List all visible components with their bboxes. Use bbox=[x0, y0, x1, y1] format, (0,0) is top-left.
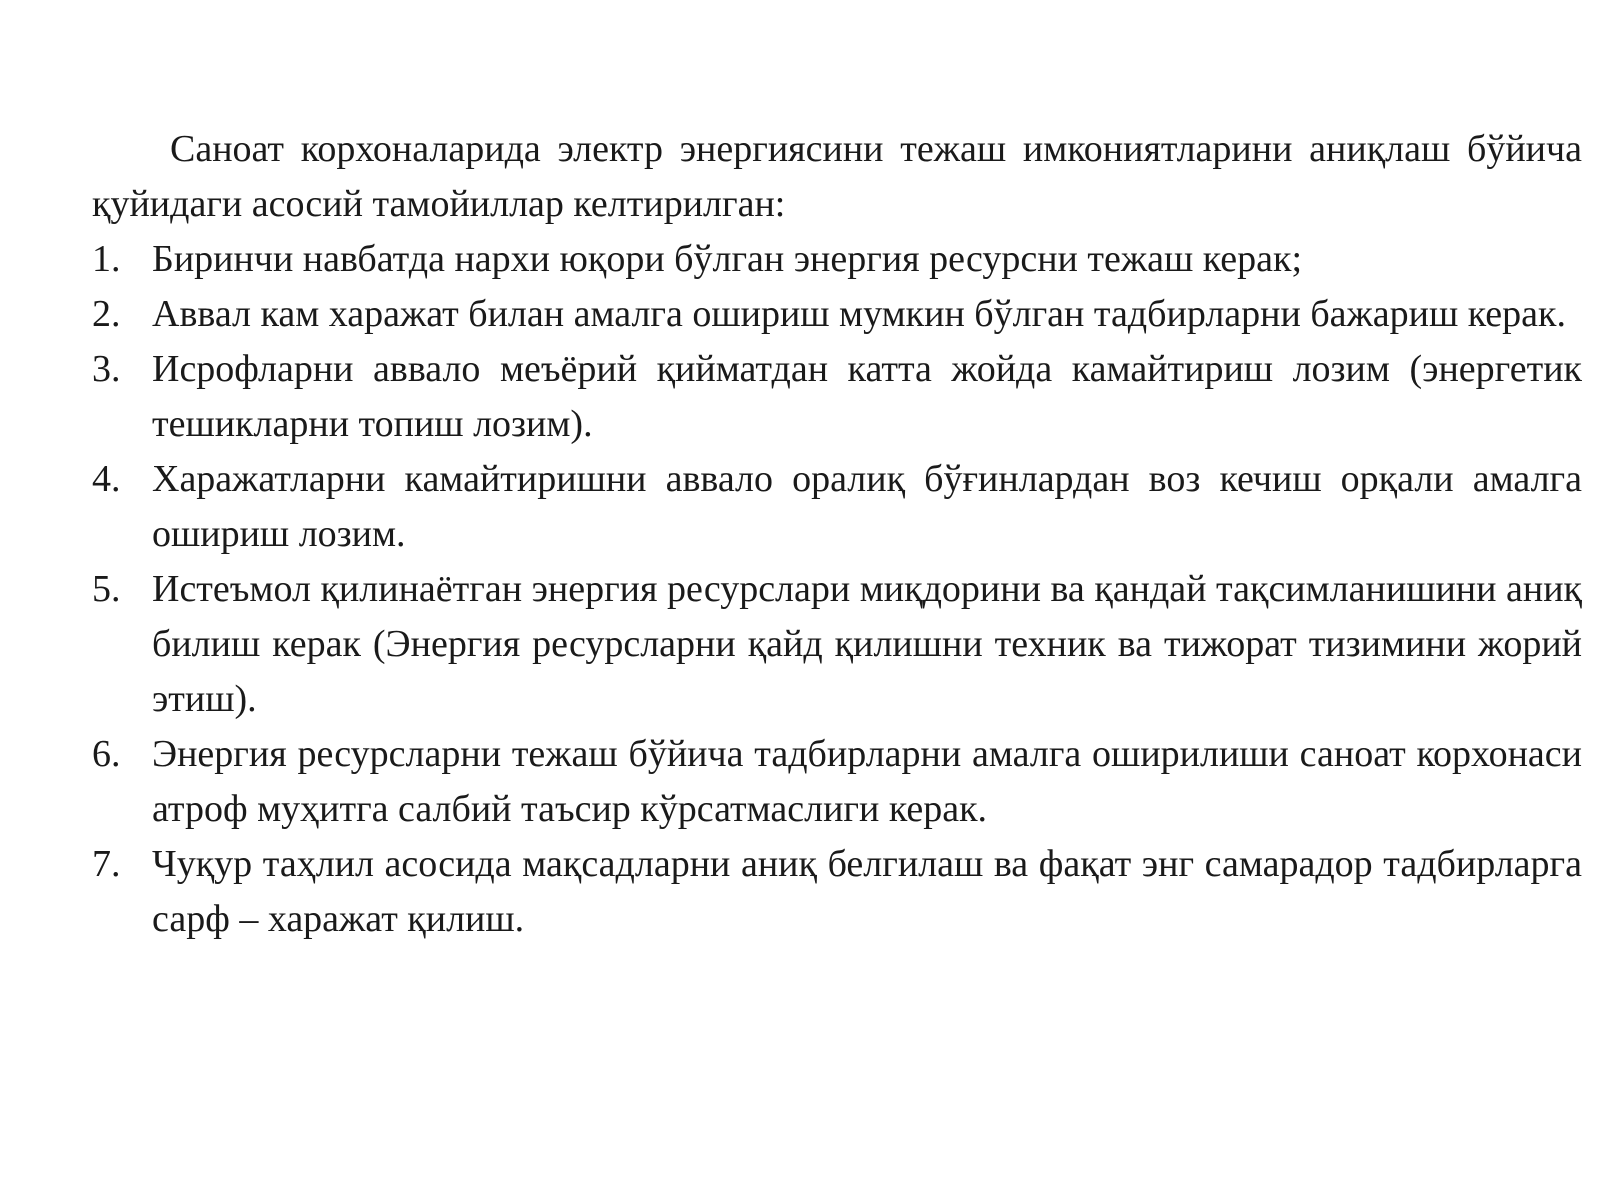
document-page bbox=[92, 122, 1582, 947]
list-item-number: 7. bbox=[92, 843, 121, 885]
list-item-number: 6. bbox=[92, 733, 121, 775]
list-item-text: Истеъмол қилинаётган энергия ресурслари миқдорини ва қандай тақсимланишини аниқ билиш керак (Энергия ресурсларни қайд қилишни техник ва тижорат тизимини жорий этиш). bbox=[152, 568, 1582, 720]
list-item-text: Исрофларни аввало меъёрий қийматдан катта жойда камайтириш лозим (энергетик тешикларни топиш лозим). bbox=[152, 348, 1582, 445]
list-item-number: 1. bbox=[92, 238, 121, 280]
list-item-text: Биринчи навбатда нархи юқори бўлган энергия ресурсни тежаш керак; bbox=[152, 238, 1303, 280]
list-item-number: 4. bbox=[92, 458, 121, 500]
list-item-number: 3. bbox=[92, 348, 121, 390]
principles-list bbox=[92, 232, 1582, 947]
list-item-text: Харажатларни камайтиришни аввало оралиқ бўғинлардан воз кечиш орқали амалга ошириш лозим. bbox=[152, 458, 1582, 555]
list-item bbox=[92, 452, 1582, 562]
list-item bbox=[92, 727, 1582, 837]
list-item-text: Энергия ресурсларни тежаш бўйича тадбирларни амалга оширилиши саноат корхонаси атроф муҳитга салбий таъсир кўрсатмаслиги керак. bbox=[152, 733, 1582, 830]
list-item bbox=[92, 342, 1582, 452]
list-item-text: Аввал кам харажат билан амалга ошириш мумкин бўлган тадбирларни бажариш керак. bbox=[152, 293, 1566, 335]
list-item-text: Чуқур таҳлил асосида мақсадларни аниқ белгилаш ва фақат энг самарадор тадбирларга сарф – харажат қилиш. bbox=[152, 843, 1582, 940]
list-item bbox=[92, 287, 1582, 342]
list-item-number: 2. bbox=[92, 293, 121, 335]
list-item bbox=[92, 232, 1582, 287]
intro-paragraph: Саноат корхоналарида электр энергиясини тежаш имкониятларини аниқлаш бўйича қуйидаги асосий тамойиллар келтирилган: bbox=[92, 128, 1582, 225]
list-item-number: 5. bbox=[92, 568, 121, 610]
list-item bbox=[92, 562, 1582, 727]
list-item bbox=[92, 837, 1582, 947]
